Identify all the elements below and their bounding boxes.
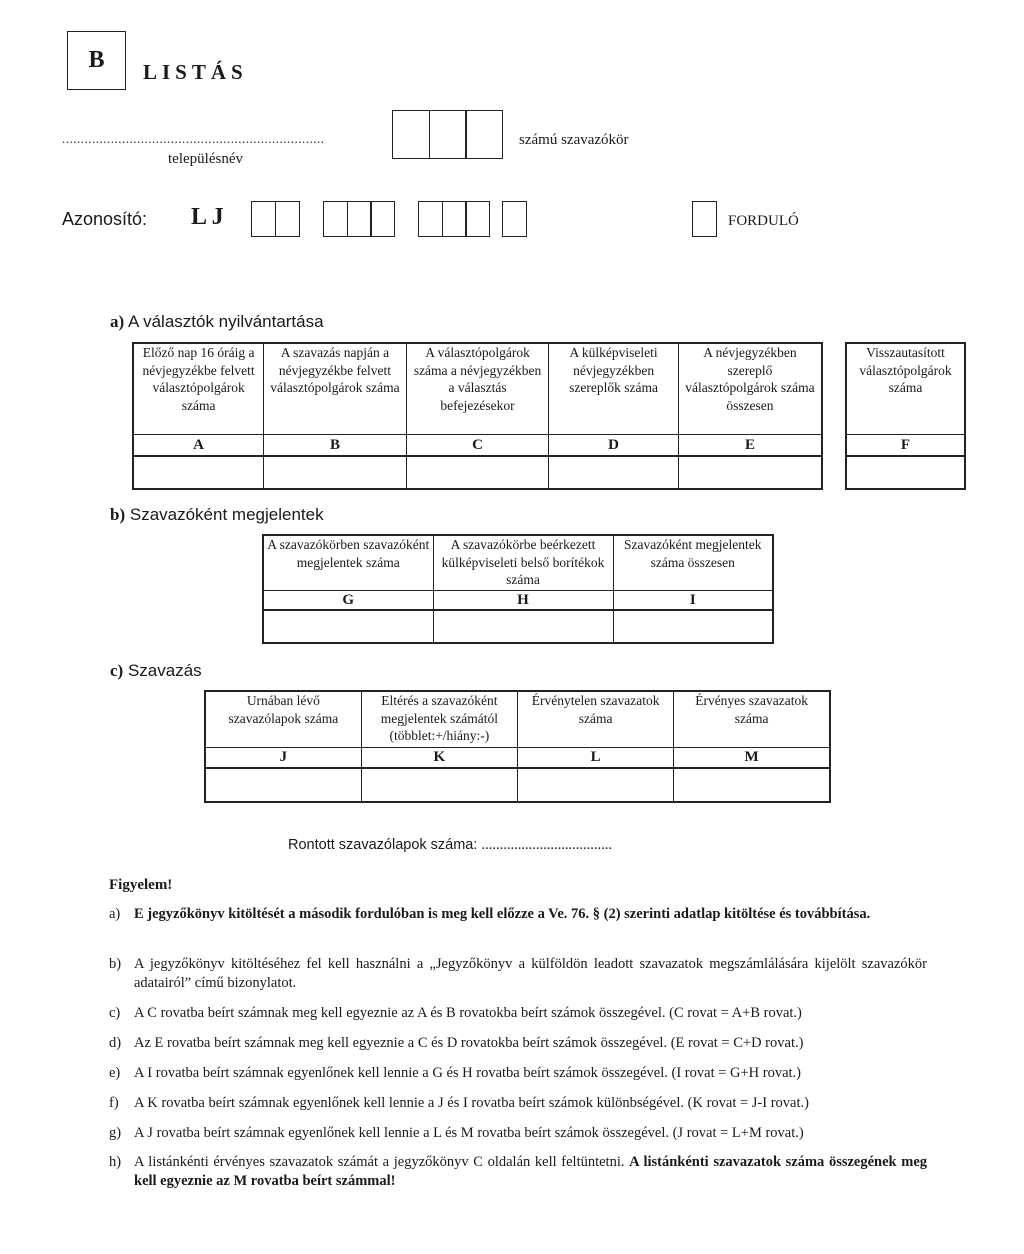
section-b-title: Szavazóként megjelentek (129, 505, 324, 524)
col-h-letter: H (433, 590, 613, 610)
col-m-letter: M (674, 747, 830, 768)
col-k-desc: Eltérés a szavazóként megjelentek számától (többlet:+/hiány:-) (361, 691, 517, 747)
col-d-letter: D (549, 434, 679, 456)
col-l-input[interactable] (518, 768, 674, 802)
id-prefix: L J (191, 204, 224, 230)
round-label: FORDULÓ (728, 213, 799, 229)
digit-box[interactable] (692, 201, 717, 237)
note-item (109, 1094, 927, 1113)
note-mark: d) (109, 1035, 122, 1051)
note-text (134, 1153, 927, 1191)
note-text-plain: A listánkénti érvényes szavazatok számát a jegyzőkönyv C oldalán kell feltüntetni. (134, 1154, 625, 1170)
note-text: A I rovatba beírt számnak egyenlőnek kell lennie a G és H rovatba beírt számok összegével. (I rovat = G+H rovat.) (134, 1065, 802, 1081)
col-a-desc: Előző nap 16 óráig a névjegyzékbe felvett választópolgárok száma (133, 343, 264, 434)
col-l-letter: L (518, 747, 674, 768)
col-b-letter: B (264, 434, 407, 456)
settlement-label: településnév (168, 151, 243, 167)
note-item (109, 1064, 927, 1083)
col-f-letter: F (846, 434, 965, 456)
settlement-dots[interactable]: ...................................................................... (62, 131, 325, 146)
col-k-letter: K (361, 747, 517, 768)
note-item (109, 1034, 927, 1053)
col-m-desc: Érvényes szavazatok száma (674, 691, 830, 747)
col-f-desc: Visszautasított választópolgárok száma (846, 343, 965, 434)
id-label: Azonosító: (62, 209, 148, 229)
col-c-input[interactable] (406, 456, 549, 489)
col-l-desc: Érvénytelen szavazatok száma (518, 691, 674, 747)
note-item (109, 1004, 927, 1023)
col-j-input[interactable] (205, 768, 361, 802)
col-h-input[interactable] (433, 610, 613, 643)
note-text: A C rovatba beírt számnak meg kell egyeznie az A és B rovatokba beírt számok összegével. (C rovat = A+B rovat.) (134, 1005, 802, 1021)
col-e-letter: E (678, 434, 822, 456)
note-mark: f) (109, 1095, 119, 1111)
col-j-letter: J (205, 747, 361, 768)
note-text: A K rovatba beírt számnak egyenlőnek kell lennie a J és I rovatba beírt számok különbségével. (K rovat = J-I rovat.) (134, 1095, 809, 1111)
col-g-desc: A szavazókörben szavazóként megjelentek száma (263, 535, 433, 590)
section-a-letter: a) (110, 312, 125, 331)
section-b-heading (110, 505, 324, 525)
note-item (109, 905, 927, 924)
digit-box[interactable] (429, 110, 467, 159)
note-mark: h) (109, 1154, 122, 1170)
section-a-title: A választók nyilvántartása (127, 312, 324, 331)
col-b-input[interactable] (264, 456, 407, 489)
digit-box[interactable] (370, 201, 395, 237)
section-c-title: Szavazás (127, 661, 202, 680)
section-b-table (262, 534, 774, 644)
col-f-input[interactable] (846, 456, 965, 489)
section-a-table (132, 342, 823, 490)
page-letter-box (67, 31, 126, 90)
note-item (109, 1153, 927, 1191)
col-e-desc: A névjegyzékben szereplő választópolgárok száma összesen (678, 343, 822, 434)
col-i-desc: Szavazóként megjelentek száma összesen (613, 535, 773, 590)
note-mark: e) (109, 1065, 121, 1081)
spoiled-ballots-label: Rontott szavazólapok száma: (288, 837, 478, 853)
col-i-input[interactable] (613, 610, 773, 643)
id-boxes-group-1[interactable] (251, 201, 300, 237)
spoiled-ballots-row (288, 837, 612, 854)
col-c-desc: A választópolgárok száma a névjegyzékben a választás befejezésekor (406, 343, 549, 434)
col-m-input[interactable] (674, 768, 830, 802)
notes-heading: Figyelem! (109, 877, 173, 893)
note-text-bold: A listánkénti szavazatok száma összegének meg kell egyeznie az M rovatba beírt számmal! (134, 1154, 928, 1189)
section-b-letter: b) (110, 505, 126, 524)
col-g-letter: G (263, 590, 433, 610)
note-mark: b) (109, 956, 122, 972)
note-item (109, 955, 927, 993)
id-boxes-group-3[interactable] (418, 201, 490, 237)
note-mark: g) (109, 1125, 122, 1141)
col-d-input[interactable] (549, 456, 679, 489)
col-a-letter: A (133, 434, 264, 456)
col-d-desc: A külképviseleti névjegyzékben szereplők száma (549, 343, 679, 434)
section-c-heading (110, 661, 202, 681)
note-text: Az E rovatba beírt számnak meg kell egyeznie a C és D rovatokba beírt számok összegével. (E rovat = C+D rovat.) (134, 1035, 804, 1051)
section-a-heading (110, 312, 324, 332)
digit-box[interactable] (251, 201, 276, 237)
digit-box[interactable] (442, 201, 467, 237)
section-c-table (204, 690, 831, 803)
note-text: E jegyzőkönyv kitöltését a második fordulóban is meg kell előzze a Ve. 76. § (2) szerinti adatlap kitöltése és továbbítása. (134, 906, 871, 922)
station-number-boxes[interactable] (392, 110, 503, 159)
note-mark: c) (109, 1005, 121, 1021)
digit-box[interactable] (465, 110, 503, 159)
note-text: A jegyzőkönyv kitöltéséhez fel kell használni a „Jegyzőkönyv a külföldön leadott szavazatok megszámlálására kijelölt szavazókör adatairól” című bizonylatot. (134, 956, 927, 991)
col-j-desc: Urnában lévő szavazólapok száma (205, 691, 361, 747)
round-box[interactable] (692, 201, 717, 237)
col-c-letter: C (406, 434, 549, 456)
note-mark: a) (109, 906, 121, 922)
col-a-input[interactable] (133, 456, 264, 489)
page-letter: B (88, 47, 105, 73)
digit-box[interactable] (502, 201, 527, 237)
col-g-input[interactable] (263, 610, 433, 643)
page-title: LISTÁS (143, 60, 248, 84)
id-boxes-group-2[interactable] (323, 201, 395, 237)
spoiled-ballots-dots[interactable]: .................................... (481, 837, 612, 853)
station-label: számú szavazókör (519, 132, 629, 148)
note-item (109, 1124, 927, 1143)
digit-box[interactable] (465, 201, 490, 237)
id-boxes-group-4[interactable] (502, 201, 527, 237)
digit-box[interactable] (392, 110, 430, 159)
digit-box[interactable] (275, 201, 300, 237)
section-c-letter: c) (110, 661, 124, 680)
col-e-input[interactable] (678, 456, 822, 489)
col-h-desc: A szavazókörbe beérkezett külképviseleti belső borítékok száma (433, 535, 613, 590)
col-k-input[interactable] (361, 768, 517, 802)
col-i-letter: I (613, 590, 773, 610)
digit-box[interactable] (323, 201, 348, 237)
col-b-desc: A szavazás napján a névjegyzékbe felvett választópolgárok száma (264, 343, 407, 434)
note-text: A J rovatba beírt számnak egyenlőnek kell lennie a L és M rovatba beírt számok összegével. (J rovat = L+M rovat.) (134, 1125, 804, 1141)
section-a-side-table (845, 342, 966, 490)
digit-box[interactable] (418, 201, 443, 237)
digit-box[interactable] (347, 201, 372, 237)
